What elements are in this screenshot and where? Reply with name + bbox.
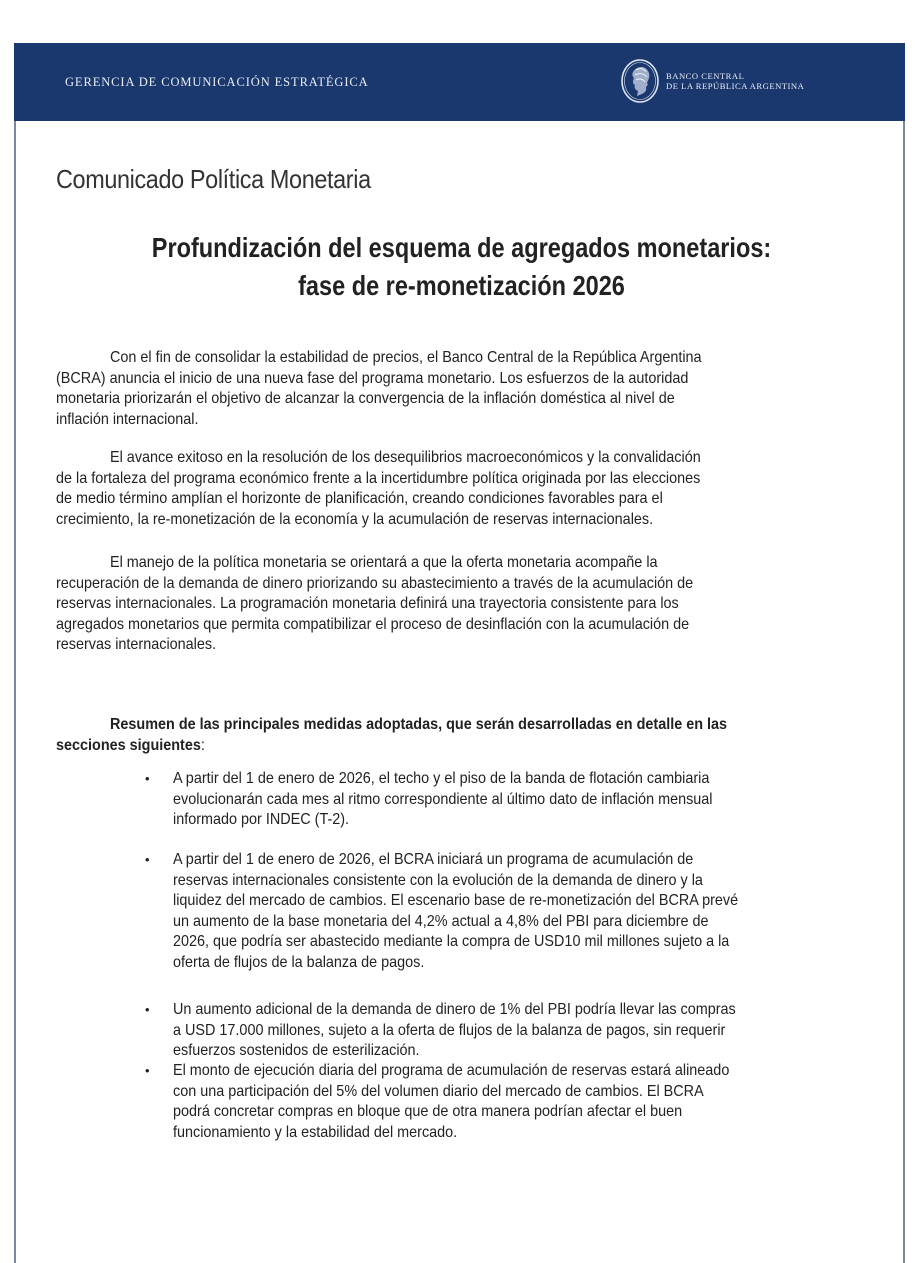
paragraph-policy (56, 553, 876, 656)
summary-line: secciones siguientes (56, 736, 201, 754)
bank-name-line-1: BANCO CENTRAL (666, 71, 745, 81)
measures-list (145, 1000, 885, 1062)
list-item (145, 769, 885, 831)
document-kicker: Comunicado Política Monetaria (56, 164, 371, 194)
paragraph-line: crecimiento, la re-monetización de la economía y la acumulación de reservas internacionales. (56, 510, 654, 528)
bank-name-line-2: DE LA REPÚBLICA ARGENTINA (666, 81, 805, 91)
list-item (145, 850, 885, 973)
list-item-line: A partir del 1 de enero de 2026, el techo y el piso de la banda de flotación cambiaria (173, 770, 710, 787)
measures-list (145, 769, 885, 831)
bullet-icon: • (145, 852, 150, 867)
list-item-line: 2026, que podría ser abastecido mediante la compra de USD10 mil millones sujeto a la (173, 933, 730, 950)
department-name: GERENCIA DE COMUNICACIÓN ESTRATÉGICA (65, 75, 369, 89)
bullet-icon: • (145, 1063, 150, 1078)
paragraph-line: reservas internacionales. La programación monetaria definirá una trayectoria consistente para los (56, 595, 679, 612)
list-item-line: El monto de ejecución diaria del programa de acumulación de reservas estará alineado (173, 1062, 730, 1079)
title-line: fase de re-monetización 2026 (298, 270, 625, 301)
list-item-line: oferta de flujos de la balanza de pagos. (173, 953, 425, 971)
letterhead-band (14, 43, 905, 121)
paragraph-line: Con el fin de consolidar la estabilidad de precios, el Banco Central de la República Argentina (110, 349, 702, 366)
paragraph-line: El manejo de la política monetaria se orientará a que la oferta monetaria acompañe la (110, 554, 658, 571)
summary-colon: : (200, 736, 205, 754)
paragraph-line: inflación internacional. (56, 410, 199, 428)
paragraph-line: agregados monetarios que permita compatibilizar el proceso de desinflación con la acumulación de (56, 615, 690, 633)
list-item-line: informado por INDEC (T-2). (173, 811, 350, 828)
seal-profile-icon (620, 58, 660, 104)
bullet-icon: • (145, 771, 150, 786)
document-title (30, 229, 893, 305)
summary-heading (56, 715, 876, 756)
paragraph-line: monetaria priorizarán el objetivo de alcanzar la convergencia de la inflación doméstica al nivel de (56, 390, 675, 407)
paragraph-line: El avance exitoso en la resolución de los desequilibrios macroeconómicos y la convalidación (110, 449, 701, 466)
paragraph-line: reservas internacionales. (56, 636, 217, 653)
bcra-logo (620, 57, 804, 105)
title-line: Profundización del esquema de agregados monetarios: (151, 232, 772, 263)
list-item-line: A partir del 1 de enero de 2026, el BCRA iniciará un programa de acumulación de (173, 851, 694, 868)
paragraph-line: (BCRA) anuncia el inicio de una nueva fase del programa monetario. Los esfuerzos de la autoridad (56, 369, 689, 387)
list-item-line: con una participación del 5% del volumen diario del mercado de cambios. El BCRA (173, 1082, 704, 1100)
list-item-line: esfuerzos sostenidos de esterilización. (173, 1042, 420, 1059)
bullet-icon: • (145, 1002, 150, 1017)
list-item-line: reservas internacionales consistente con la evolución de la demanda de dinero y la (173, 871, 703, 889)
paragraph-line: recuperación de la demanda de dinero priorizando su abastecimiento a través de la acumulación de (56, 574, 694, 592)
paragraph-line: de medio término amplían el horizonte de planificación, creando condiciones favorables para el (56, 490, 663, 507)
list-item (145, 1061, 885, 1143)
list-item-line: a USD 17.000 millones, sujeto a la oferta de flujos de la balanza de pagos, sin requerir (173, 1021, 726, 1039)
paragraph-context (56, 448, 876, 530)
summary-line: Resumen de las principales medidas adoptadas, que serán desarrolladas en detalle en las (110, 716, 728, 733)
list-item (145, 1000, 885, 1062)
paragraph-intro (56, 348, 876, 430)
measures-list (145, 1061, 885, 1143)
bank-name (666, 71, 804, 91)
summary-line-2 (56, 736, 794, 757)
list-item-line: evolucionarán cada mes al ritmo correspondiente al último dato de inflación mensual (173, 790, 713, 808)
paragraph-line: de la fortaleza del programa económico frente a la incertidumbre política originada por las elecciones (56, 469, 701, 487)
list-item-line: un aumento de la base monetaria del 4,2% actual a 4,8% del PBI para diciembre de (173, 912, 709, 930)
list-item-line: liquidez del mercado de cambios. El escenario base de re-monetización del BCRA prevé (173, 892, 739, 909)
list-item-line: podrá concretar compras en bloque que de otra manera podrían afectar el buen (173, 1103, 683, 1120)
measures-list (145, 850, 885, 973)
list-item-line: funcionamiento y la estabilidad del mercado. (173, 1123, 458, 1141)
list-item-line: Un aumento adicional de la demanda de dinero de 1% del PBI podría llevar las compras (173, 1001, 736, 1018)
